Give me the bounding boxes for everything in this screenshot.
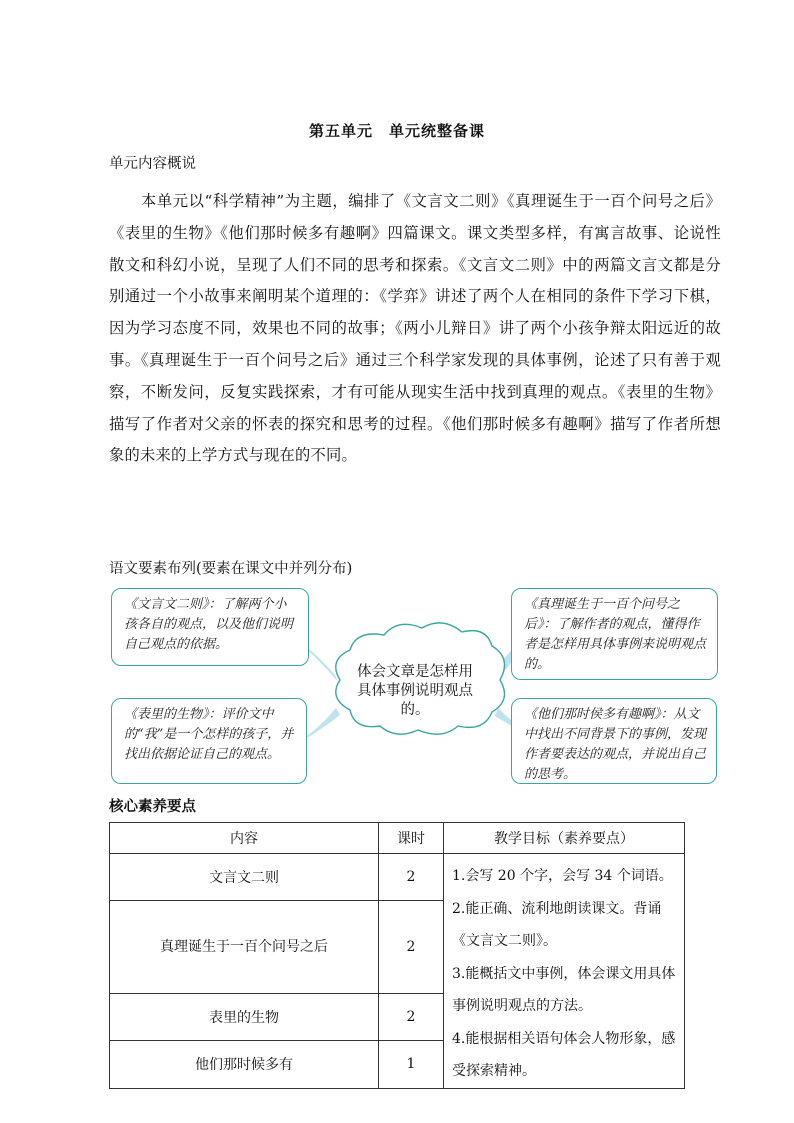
row-name: 他们那时候多有 (110, 1041, 379, 1088)
goal-item: 1.会写 20 个字，会写 34 个词语。 (452, 868, 673, 884)
box-zhenli: 《真理诞生于一百个问号之后》：了解作者的观点，懂得作者是怎样用具体事例来说明观点的。 (511, 588, 718, 680)
row-name: 表里的生物 (110, 994, 379, 1041)
elements-heading: 语文要素布列(要素在课文中并列分布) (109, 561, 353, 577)
overview-paragraph: 本单元以“科学精神”为主题，编排了《文言文二则》《真理诞生于一百个问号之后》《表里的生物》《他们那时候多有趣啊》四篇课文。课文类型多样，有寓言故事、论说性散文和科幻小说，呈现了人们不同的思考和探索。《文言文二则》中的两篇文言文都是分别通过一个小故事来阐明某个道理的：《学弈》讲述了两个人在相同的条件下学习下棋，因为学习态度不同，效果也不同的故事；《两小儿辩日》讲了两个小孩争辩太阳远近的故事。《真理诞生于一百个问号之后》通过三个科学家发现的具体事例，论述了只有善于观察，不断发问，反复实践探索，才有可能从现实生活中找到真理的观点。《表里的生物》描写了作者对父亲的怀表的探究和思考的过程。《他们那时候多有趣啊》描写了作者所想象的未来的上学方式与现在的不同。 (109, 192, 721, 465)
box-tamen: 《他们那时侯多有趣啊》：从文中找出不同背景下的事例，发现作者要表达的观点，并说出自己的思考。 (511, 698, 717, 784)
row-hours: 2 (379, 901, 444, 994)
row-hours: 1 (379, 1041, 444, 1088)
overview-heading: 单元内容概说 (109, 156, 196, 172)
col-content: 内容 (110, 823, 379, 854)
table-header-row (110, 823, 685, 854)
col-hours: 课时 (379, 823, 444, 854)
goal-item: 3.能概括文中事例，体会课文用具体事例说明观点的方法。 (452, 965, 676, 1014)
row-hours: 2 (379, 854, 444, 901)
row-hours: 2 (379, 994, 444, 1041)
box-biaoli: 《表里的生物》：评价文中的“我”是一个怎样的孩子，并找出依据论证自己的观点。 (111, 698, 307, 784)
table-row (110, 854, 685, 901)
row-name: 文言文二则 (110, 854, 379, 901)
row-name: 真理诞生于一百个问号之后 (110, 901, 379, 994)
goal-item: 2.能正确、流利地朗读课文。背诵《文言文二则》。 (452, 900, 662, 949)
box-wenyan: 《文言文二则》：了解两个小孩各自的观点，以及他们说明自己观点的依据。 (111, 588, 309, 666)
col-goals: 教学目标（素养要点） (444, 823, 685, 854)
goal-item: 4.能根据相关语句体会人物形象，感受探索精神。 (452, 1030, 676, 1079)
page-title: 第五单元 单元统整备课 (308, 122, 485, 140)
goals-cell (444, 854, 685, 1089)
core-heading: 核心素养要点 (109, 798, 196, 815)
core-table (109, 822, 685, 1089)
center-text: 体会文章是怎样用具体事例说明观点的。 (357, 664, 473, 718)
